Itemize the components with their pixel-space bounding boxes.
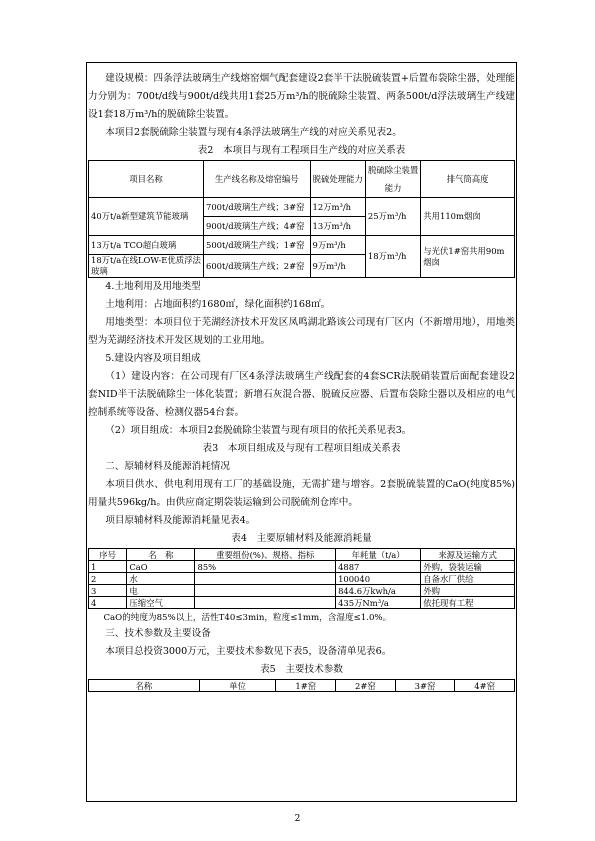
document-body xyxy=(88,70,515,692)
table-row xyxy=(89,573,515,585)
table-cell: 外购，袋装运输 xyxy=(421,561,515,573)
table4-note: CaO的纯度为85%以上，活性T40≤3min，粒度≤1mm，含湿度≤1.0%。 xyxy=(103,613,392,623)
tech-paragraph: 本项目总投资3000万元，主要技术参数见下表5，设备清单见表6。 xyxy=(105,646,392,657)
header-cell: 生产线名称及熔窑编号 xyxy=(204,161,311,198)
header-cell: 序号 xyxy=(89,549,127,561)
table-cell: 3 xyxy=(89,585,127,597)
capacity-cell: 9万m³/h xyxy=(310,255,365,278)
land-type-paragraph: 用地类型：本项目位于芜湖经济技术开发区凤鸣湖北路该公司现有厂区内（不新增用地），用地类型为芜湖经济技术开发区规划的工业用地。 xyxy=(88,317,515,346)
header-cell: 4#窑 xyxy=(455,680,515,692)
project-name-cell: 40万t/a新型建筑节能玻璃 xyxy=(89,198,204,236)
table-cell xyxy=(195,597,336,609)
device-capacity-cell: 18万m³/h xyxy=(365,236,420,278)
header-cell: 3#窑 xyxy=(395,680,455,692)
header-cell: 单位 xyxy=(199,680,276,692)
relation-paragraph: 本项目2套脱硫除尘装置与现有4条浮法玻璃生产线的对应关系见表2。 xyxy=(105,127,402,138)
table2-caption: 表2 本项目与现有工程项目生产线的对应关系表 xyxy=(197,145,406,156)
header-cell: 项目名称 xyxy=(89,161,204,198)
line-cell: 600t/d玻璃生产线；2#窑 xyxy=(204,255,311,278)
header-cell: 来源及运输方式 xyxy=(421,549,515,561)
table-cell xyxy=(195,585,336,597)
build-content-paragraph: （1）建设内容：在公司现有厂区4条浮法玻璃生产线配套的4套SCR法脱硝装置后面配套建设2套NID半干法脱硫除尘一体化装置；新增石灰混合器、脱硫反应器、后置布袋除尘器以及相应的电气控制系统等设备、检测仪器54台套。 xyxy=(88,371,515,418)
line-cell: 900t/d玻璃生产线；4#窑 xyxy=(204,217,311,236)
device-capacity-cell: 25万m³/h xyxy=(365,198,420,236)
table-cell: 4887 xyxy=(336,561,421,573)
section4-title: 4.土地利用及用地类型 xyxy=(105,281,201,292)
table-cell: 85% xyxy=(195,561,336,573)
header-cell: 年耗量（t/a） xyxy=(336,549,421,561)
section-materials-title: 二、原辅材料及能源消耗情况 xyxy=(105,461,230,472)
table2-header xyxy=(89,161,515,198)
table2 xyxy=(88,160,515,278)
table-row xyxy=(89,585,515,597)
header-cell: 1#窑 xyxy=(276,680,336,692)
capacity-cell: 13万m³/h xyxy=(310,217,365,236)
table-cell: 2 xyxy=(89,573,127,585)
table5-caption: 表5 主要技术参数 xyxy=(260,664,343,675)
table3-caption: 表3 本项目组成及与现有工程项目组成关系表 xyxy=(202,443,401,454)
stack-cell: 与光伏1#窑共用90m烟囱 xyxy=(421,236,515,278)
page-number: 2 xyxy=(294,814,301,824)
table-cell: 电 xyxy=(127,585,195,597)
build-composition-paragraph: （2）项目组成：本项目2套脱硫除尘装置与现有项目的依托关系见表3。 xyxy=(105,425,412,436)
table-cell: 外购 xyxy=(421,585,515,597)
table4 xyxy=(88,548,515,609)
header-cell: 脱硫处理能力 xyxy=(310,161,365,198)
scale-paragraph: 建设规模：四条浮法玻璃生产线熔窑烟气配套建设2套半干法脱硫装置+后置布袋除尘器，处理能力分别为：700t/d线与900t/d线共用1套25万m³/h的脱硫除尘装置、两条500t/d浮法玻璃生产线建设1套18万m³/h的脱硫除尘装置。 xyxy=(88,73,515,120)
table-cell: 水 xyxy=(127,573,195,585)
table-row xyxy=(89,597,515,609)
materials-paragraph: 本项目供水、供电利用现有工厂的基础设施，无需扩建与增容。2套脱硫装置的CaO(纯度85%)用量共596kg/h。由供应商定期袋装运输到公司脱硫剂仓库中。 xyxy=(88,479,515,508)
table-cell: 压缩空气 xyxy=(127,597,195,609)
capacity-cell: 12万m³/h xyxy=(310,198,365,217)
table5 xyxy=(88,679,515,692)
header-cell: 2#窑 xyxy=(336,680,396,692)
table4-header xyxy=(89,549,515,561)
stack-cell: 共用110m烟囱 xyxy=(421,198,515,236)
header-cell: 排气筒高度 xyxy=(421,161,515,198)
table-cell: 100040 xyxy=(336,573,421,585)
table-row xyxy=(89,561,515,573)
header-cell: 脱硫除尘装置能力 xyxy=(365,161,420,198)
header-cell: 名 称 xyxy=(127,549,195,561)
table-cell: 844.6万kwh/a xyxy=(336,585,421,597)
project-name-cell: 13万t/a TCO超白玻璃 xyxy=(89,236,204,255)
capacity-cell: 9万m³/h xyxy=(310,236,365,255)
table-cell: 依托现有工程 xyxy=(421,597,515,609)
table-cell xyxy=(195,573,336,585)
line-cell: 500t/d玻璃生产线；1#窑 xyxy=(204,236,311,255)
table-cell: 自备水厂供给 xyxy=(421,573,515,585)
project-name-cell: 18万t/a在线LOW-E优质浮法玻璃 xyxy=(89,255,204,278)
table-row xyxy=(89,198,515,217)
section5-title: 5.建设内容及项目组成 xyxy=(105,353,201,364)
table-cell: 4 xyxy=(89,597,127,609)
section-tech-title: 三、技术参数及主要设备 xyxy=(105,628,211,639)
table-cell: 435万Nm³/a xyxy=(336,597,421,609)
table-cell: CaO xyxy=(127,561,195,573)
table5-header xyxy=(89,680,515,692)
materials-ref-paragraph: 项目原辅材料及能源消耗量见表4。 xyxy=(105,515,256,526)
header-cell: 重要组份(%)、规格、指标 xyxy=(195,549,336,561)
header-cell: 名称 xyxy=(89,680,200,692)
land-use-paragraph: 土地利用：占地面积约1680㎡，绿化面积约168㎡。 xyxy=(105,299,331,310)
table-row xyxy=(89,236,515,255)
table-cell: 1 xyxy=(89,561,127,573)
table4-caption: 表4 主要原辅材料及能源消耗量 xyxy=(231,533,372,544)
line-cell: 700t/d玻璃生产线；3#窑 xyxy=(204,198,311,217)
